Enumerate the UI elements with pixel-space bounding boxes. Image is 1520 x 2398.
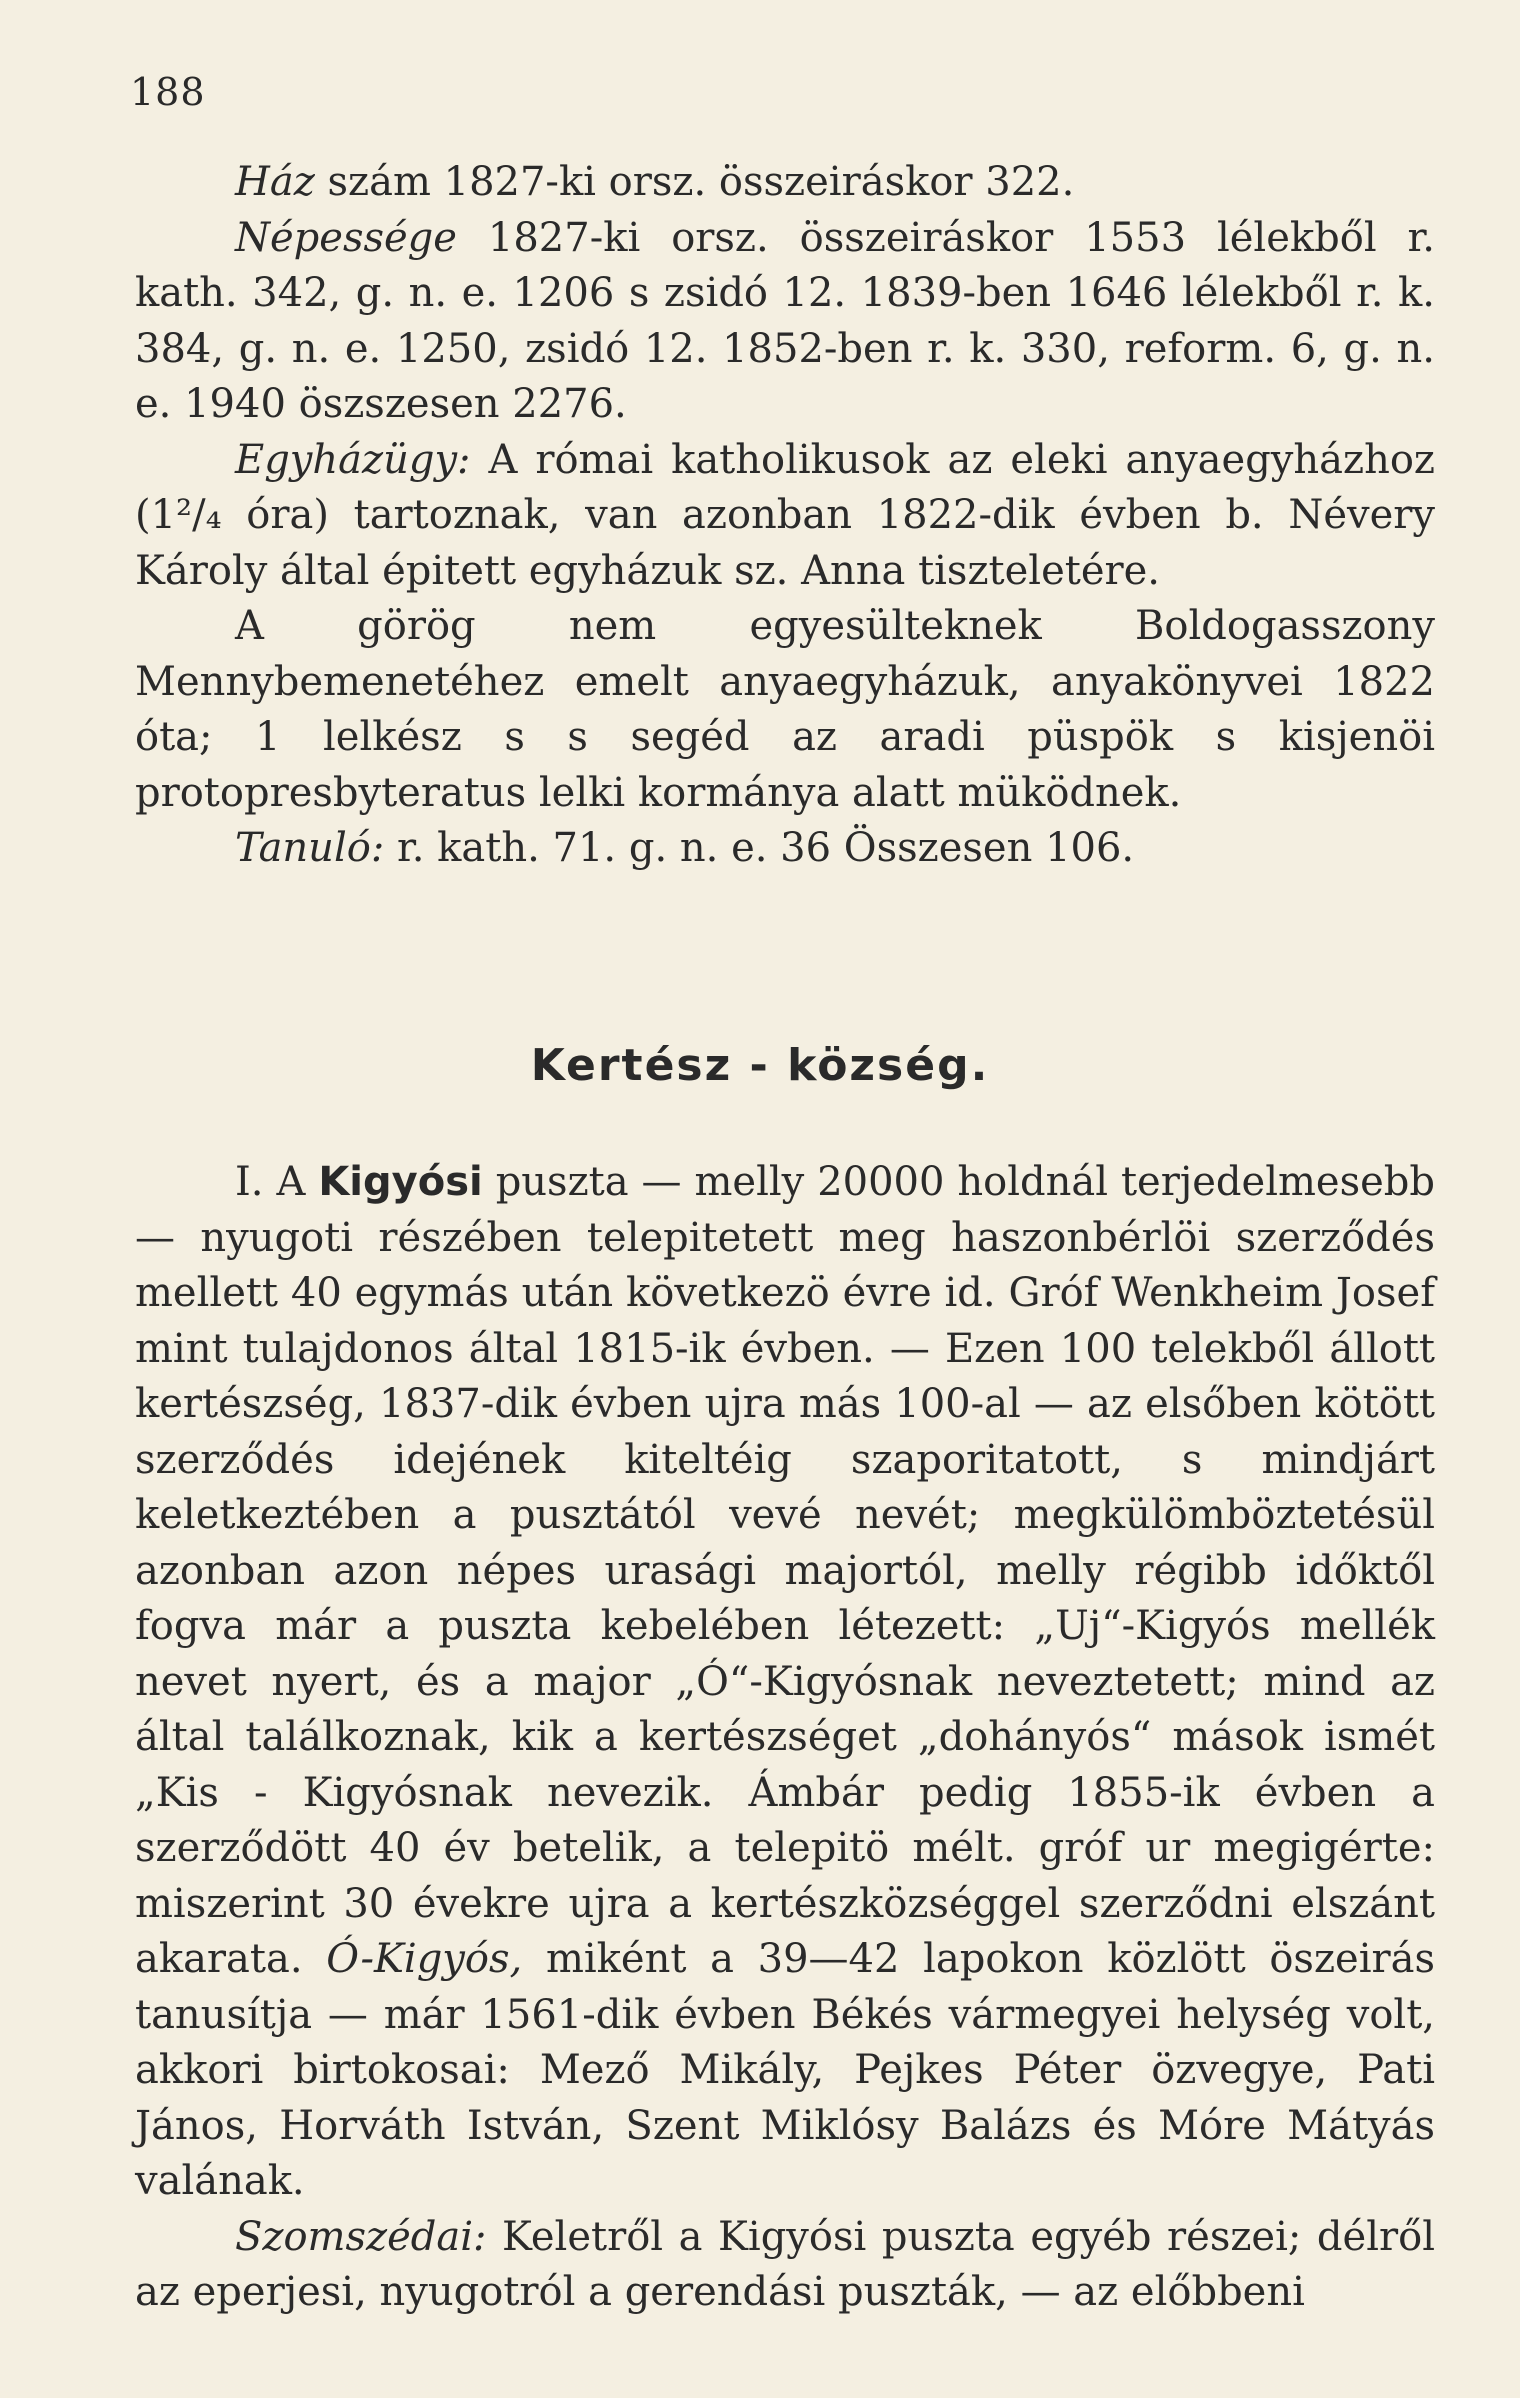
section-kertesz [135, 1155, 1435, 2321]
paragraph-nepesseg [135, 211, 1435, 433]
text-tanulo: r. kath. 71. g. n. e. 36 Összesen 106. [397, 825, 1135, 871]
text-nepesseg: 1827-ki orsz. összeiráskor 1553 lélekből r. kath. 342, g. n. e. 1206 s zsidó 12. 1839-ben 1646 lélekből r. k. 384, g. n. e. 1250, zsidó 12. 1852-ben r. k. 330, reform. 6, g. n. e. 1940 öszszesen 2276. [135, 214, 1436, 427]
label-egyhazugy: Egyházügy: [235, 436, 471, 483]
text-egyhazugy: A római katholikusok az eleki anyaegyházhoz (1²/₄ óra) tartoznak, van azonban 1822-dik évben b. Névery Károly által épitett egyházuk sz. Anna tiszteletére. [135, 436, 1436, 594]
paragraph-haz [135, 155, 1435, 211]
page-number: 188 [130, 70, 206, 114]
text-kigyosi-bold: Kigyósi [318, 1159, 483, 1205]
label-szomszedai: Szomszédai: [235, 2213, 487, 2260]
label-tanulo: Tanuló: [235, 825, 385, 871]
text-history-b: miként a 39—42 lapokon közlött öszeirás tanusítja — már 1561-dik évben Békés vármegyei helység volt, akkori birtokosai: Mező Mikály, Pejkes Péter özvegye, Pati János, Horváth István, Szent Miklósy Balázs és Móre Mátyás valának. [135, 1936, 1435, 2204]
label-nepesseg: Népessége [235, 214, 457, 261]
text-okigyos-italic: Ó-Kigyós, [326, 1936, 523, 1982]
paragraph-szomszedai [135, 2210, 1435, 2321]
section-heading: Kertész - község. [530, 1040, 990, 1091]
section-church-stats [135, 155, 1435, 877]
text-history-a: puszta — melly 20000 holdnál terjedelmesebb — nyugoti részében telepitetett meg haszonbérlöi szerződés mellett 40 egymás után következö évre id. Gróf Wenkheim Josef mint tulajdonos által 1815-ik évben. — Ezen 100 telekből állott kertészség, 1837-dik évben ujra más 100-al — az elsőben kötött szerződés idejének kiteltéig szaporitatott, s mindjárt keletkeztében a pusztától vevé nevét; megkülömböztetésül azonban azon népes urasági majortól, melly régibb időktől fogva már a puszta kebelében létezett: „Uj“-Kigyós mellék nevet nyert, és a major „Ó“-Kigyósnak neveztetett; mind az által találkoznak, kik a kertészséget „dohányós“ mások ismét „Kis - Kigyósnak nevezik. Ámbár pedig 1855-ik évben a szerződött 40 év betelik, a telepitö mélt. gróf ur megigérte: miszerint 30 évekre ujra a kertészközséggel szerződni elszánt akarata. [135, 1159, 1436, 1982]
paragraph-tanulo [135, 821, 1435, 877]
text-prefix: I. A [235, 1159, 306, 1205]
text-szomszedai: Keletről a Kigyósi puszta egyéb részei; délről az eperjesi, nyugotról a gerendási puszták, — az előbbeni [135, 2213, 1435, 2315]
label-haz: Ház [235, 159, 315, 205]
paragraph-egyhazugy [135, 433, 1435, 600]
text-haz: szám 1827-ki orsz. összeiráskor 322. [327, 159, 1075, 205]
paragraph-gorog: A görög nem egyesülteknek Boldogasszony Mennybemenetéhez emelt anyaegyházuk, anyakönyvei 1822 óta; 1 lelkész s s segéd az aradi püspök s kisjenöi protopresbyteratus lelki kormánya alatt müködnek. [135, 603, 1435, 816]
paragraph-kigyosi [135, 1155, 1435, 2210]
